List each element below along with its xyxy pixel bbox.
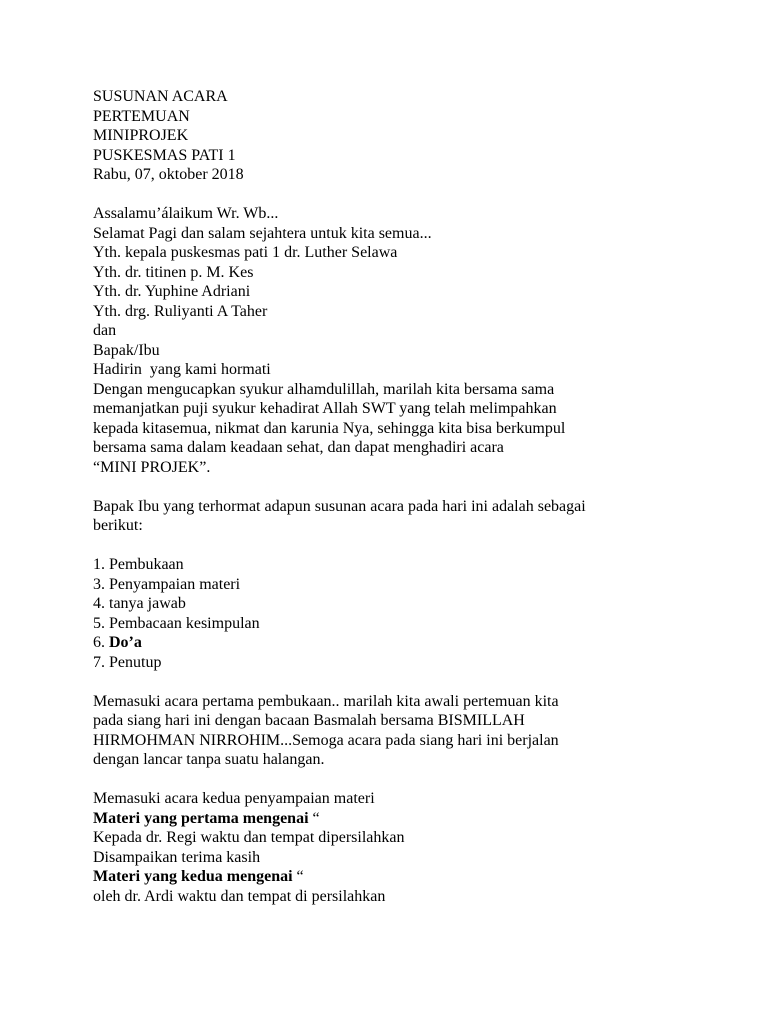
pembukaan-line: pada siang hari ini dengan bacaan Basmalah bersama BISMILLAH xyxy=(93,712,525,729)
materi-thanks: Disampaikan terima kasih xyxy=(93,848,261,866)
agenda-item-doa xyxy=(93,633,693,653)
opening-body-line: kepada kitasemua, nikmat dan karunia Nya, sehingga kita bisa berkumpul xyxy=(93,419,566,437)
doc-subtitle-puskesmas: PUSKESMAS PATI 1 xyxy=(93,146,236,164)
doc-subtitle-pertemuan: PERTEMUAN xyxy=(93,107,190,125)
pembukaan-line: Memasuki acara pertama pembukaan.. marilah kita awali pertemuan kita xyxy=(93,692,559,710)
agenda-doa-number: 6. xyxy=(93,634,109,651)
materi-first-speaker: Kepada dr. Regi waktu dan tempat dipersilahkan xyxy=(93,829,405,846)
yth-line: Yth. kepala puskesmas pati 1 dr. Luther Selawa xyxy=(93,244,398,261)
materi-intro: Memasuki acara kedua penyampaian materi xyxy=(93,790,375,807)
materi-second-heading-line xyxy=(93,867,693,887)
spacer xyxy=(93,477,693,497)
pembukaan-line: dengan lancar tanpa suatu halangan. xyxy=(93,751,325,768)
intro-line: Bapak Ibu yang terhormat adapun susunan acara pada hari ini adalah sebagai xyxy=(93,497,586,515)
spacer xyxy=(93,770,693,790)
yth-line: Yth. dr. titinen p. M. Kes xyxy=(93,263,254,281)
materi-second-quote: “ xyxy=(292,868,304,885)
intro-line: berikut: xyxy=(93,517,143,534)
salam-line: Assalamu’álaikum Wr. Wb... xyxy=(93,205,279,222)
materi-first-heading-line xyxy=(93,809,693,829)
materi-second-speaker: oleh dr. Ardi waktu dan tempat di persilahkan xyxy=(93,887,386,905)
spacer xyxy=(93,672,693,692)
agenda-item: 4. tanya jawab xyxy=(93,595,186,612)
yth-line: Yth. dr. Yuphine Adriani xyxy=(93,283,251,300)
document-body xyxy=(93,87,693,906)
agenda-item: 5. Pembacaan kesimpulan xyxy=(93,614,260,632)
event-name: “MINI PROJEK”. xyxy=(93,458,211,476)
opening-body-line: memanjatkan puji syukur kehadirat Allah SWT yang telah melimpahkan xyxy=(93,400,557,417)
doc-subtitle-miniprojek: MINIPROJEK xyxy=(93,127,189,144)
doc-date: Rabu, 07, oktober 2018 xyxy=(93,166,244,183)
opening-body-line: Dengan mengucapkan syukur alhamdulillah, marilah kita bersama sama xyxy=(93,380,555,398)
doc-title: SUSUNAN ACARA xyxy=(93,88,228,105)
opening-body-line: bersama sama dalam keadaan sehat, dan dapat menghadiri acara xyxy=(93,439,504,456)
agenda-item: 1. Pembukaan xyxy=(93,556,184,573)
materi-first-quote: “ xyxy=(308,809,320,827)
agenda-doa-label: Do’a xyxy=(109,634,142,651)
bapak-ibu-line: Bapak/Ibu xyxy=(93,341,160,359)
spacer xyxy=(93,536,693,556)
dan-line: dan xyxy=(93,322,117,339)
hadirin-line: Hadirin yang kami hormati xyxy=(93,361,271,378)
materi-second-heading: Materi yang kedua mengenai xyxy=(93,868,293,885)
pembukaan-line: HIRMOHMAN NIRROHIM...Semoga acara pada siang hari ini berjalan xyxy=(93,731,559,749)
greeting-line: Selamat Pagi dan salam sejahtera untuk kita semua... xyxy=(93,224,432,242)
spacer xyxy=(93,185,693,205)
materi-first-heading: Materi yang pertama mengenai xyxy=(93,809,309,827)
agenda-item: 3. Penyampaian materi xyxy=(93,575,241,593)
yth-line: Yth. drg. Ruliyanti A Taher xyxy=(93,302,268,320)
agenda-item: 7. Penutup xyxy=(93,653,162,671)
